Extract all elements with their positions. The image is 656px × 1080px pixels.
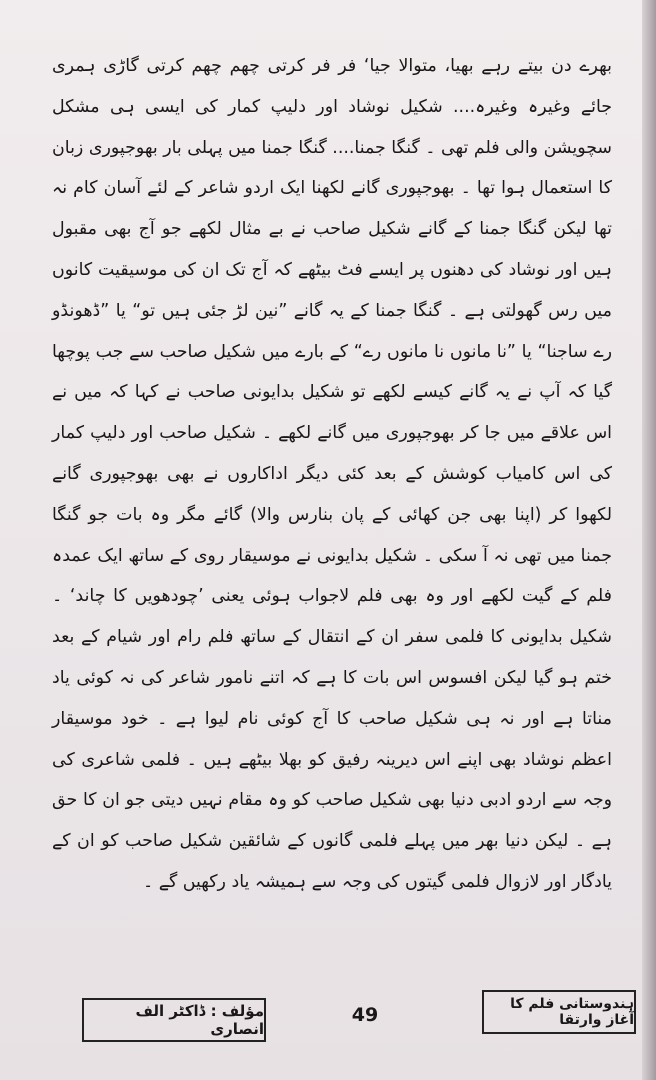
body-paragraph: بھرے دن بیتے رہے بھیا، متوالا جیا‘ فر فر کرتی چھم چھم کرتی گاڑی ہمری جائے وغیرہ وغیرہ.... شکیل نوشاد اور دلیپ کمار کی ایسی ہی مشکل سچویشن والی فلم تھی ۔ گنگا جمنا.... گنگا جمنا میں پہلی بار بھوجپوری زبان کا استعمال ہوا تھا ۔ بھوجپوری گانے لکھنا ایک اردو شاعر کے لئے آسان کام نہ تھا لیکن گنگا جمنا کے گانے شکیل صاحب نے بے مثال لکھے جو آج بھی مقبول ہیں اور نوشاد کی دھنوں پر ایسے فٹ بیٹھے کہ آج تک ان کی موسیقیت کانوں میں رس گھولتی ہے ۔ گنگا جمنا کے یہ گانے ”نین لڑ جئی ہیں تو“ یا ”ڈھونڈو رے ساجنا“ یا ”نا مانوں نا مانوں رے“ کے بارے میں شکیل صاحب سے جب پوچھا گیا کہ آپ نے یہ گانے کیسے لکھے تو شکیل بدایونی صاحب نے کہا کہ میں نے اس علاقے میں جا کر بھوجپوری میں گانے لکھے ۔ شکیل صاحب اور دلیپ کمار کی اس کامیاب کوشش کے بعد کئی دیگر اداکاروں نے بھی بھوجپوری گانے لکھوا کر (اپنا بھی جن کھائی کے پان بنارس والا) گائے مگر وہ بات جو گنگا جمنا میں تھی نہ آ سکی ۔ شکیل بدایونی نے موسیقار روی کے ساتھ ایک عمدہ فلم کے گیت لکھے اور وہ بھی فلم لاجواب ہوئی یعنی ’چودھویں کا چاند‘ ۔ شکیل بدایونی کا فلمی سفر ان کے انتقال کے ساتھ فلم رام اور شیام کے بعد ختم ہو گیا لیکن افسوس اس بات کا ہے کہ اتنے نامور شاعر کی نہ کوئی یاد مناتا ہے اور نہ ہی شکیل صاحب کا آج کوئی نام لیوا ہے ۔ خود موسیقار اعظم نوشاد بھی اپنے اس دیرینہ رفیق کو بھلا بیٹھے ہیں ۔ فلمی شاعری کی وجہ سے اردو ادبی دنیا بھی شکیل صاحب کو وہ مقام نہیں دیتی جو ان کا حق ہے ۔ لیکن دنیا بھر میں پہلے فلمی گانوں کے شائقین شکیل صاحب کو ان کے یادگار اور لازوال فلمی گیتوں کی وجہ سے ہمیشہ یاد رکھیں گے ۔ xyxy=(52,56,612,892)
page-edge-shadow xyxy=(642,0,656,1080)
book-title: ہندوستانی فلم کا آغاز وارتقا xyxy=(510,996,634,1028)
body-text xyxy=(52,46,612,903)
author-label: مؤلف : ڈاکٹر الف انصاری xyxy=(135,1002,264,1038)
book-title-box xyxy=(482,990,636,1034)
page-number: 49 xyxy=(351,1004,379,1026)
page-footer xyxy=(0,990,656,1050)
author-box xyxy=(82,998,266,1042)
